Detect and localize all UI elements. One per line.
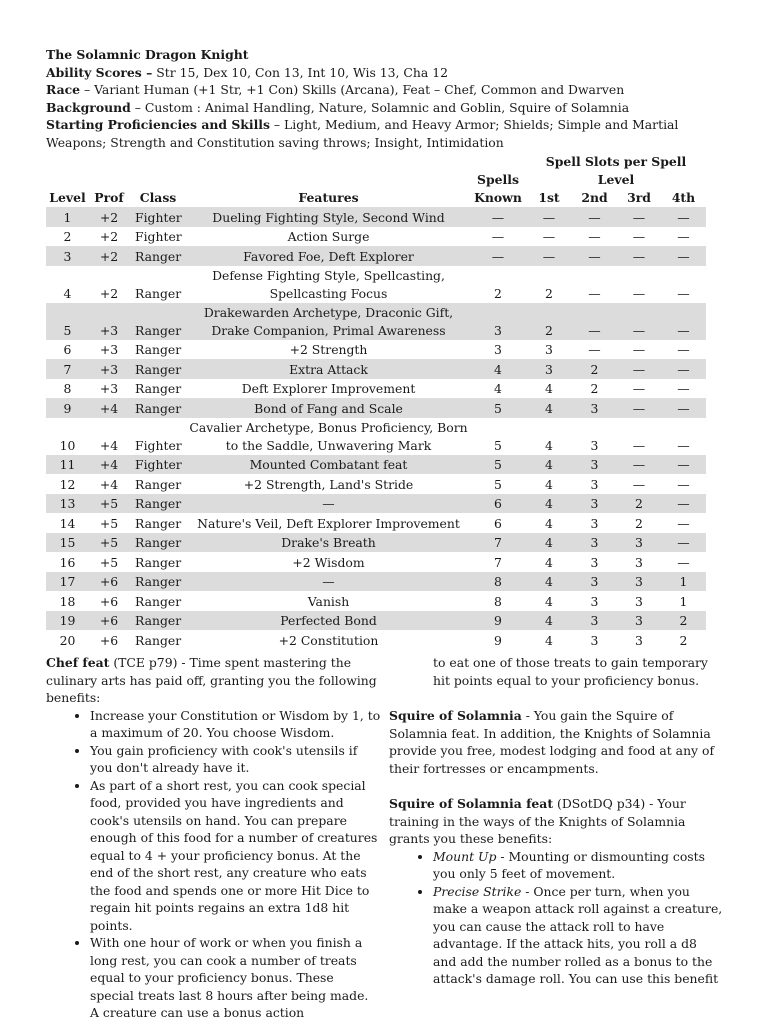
table-row <box>46 552 706 572</box>
cell-class: Fighter <box>129 207 187 227</box>
cell-slot-3rd: — <box>617 303 661 340</box>
cell-features: Perfected Bond <box>187 611 470 631</box>
cell-slot-2nd: 3 <box>572 611 617 631</box>
cell-known: 7 <box>470 533 526 553</box>
cell-class: Ranger <box>135 381 182 396</box>
list-item: • With one hour of work or when you finish a long rest, you can cook a number of treats equal to your proficiency bonus. These special treats last 8 hours after being made. A creature can use a bonus action <box>90 934 381 1022</box>
list-item: • You gain proficiency with cook's utensils if you don't already have it. <box>90 742 381 777</box>
chef-feat-intro: Chef feat (TCE p79) - Time spent mastering the culinary arts has paid off, granting you the following benefits: <box>46 655 377 705</box>
cell-known: 4 <box>494 381 502 396</box>
cell-slot-4th: — <box>661 455 706 475</box>
cell-slot-4th: — <box>661 494 706 514</box>
table-row <box>46 572 706 592</box>
cell-slot-4th: — <box>677 515 690 531</box>
header-known: Known <box>474 190 522 205</box>
cell-features: Drakewarden Archetype, Draconic Gift, Drake Companion, Primal Awareness <box>187 303 470 340</box>
cell-level: 5 <box>46 303 89 340</box>
cell-level: 19 <box>46 611 89 631</box>
cell-level: 17 <box>46 572 89 592</box>
table-row <box>46 246 706 266</box>
cell-slot-1st: 4 <box>526 572 572 592</box>
cell-slot-3rd: — <box>632 229 646 244</box>
cell-slot-2nd: 3 <box>590 554 599 570</box>
cell-slot-4th: — <box>661 207 706 227</box>
cell-slot-1st: 4 <box>526 455 572 475</box>
cell-slot-3rd: — <box>617 207 661 227</box>
table-row <box>46 418 706 455</box>
cell-level: 15 <box>46 533 89 553</box>
cell-prof: +4 <box>99 476 119 492</box>
cell-slot-2nd: 2 <box>572 359 617 379</box>
cell-features: Action Surge <box>287 229 370 244</box>
cell-slot-4th: — <box>677 437 690 453</box>
cell-level: 10 <box>59 437 76 453</box>
cell-known: 4 <box>470 359 526 379</box>
cell-slot-3rd: 3 <box>635 593 643 609</box>
header-level: Level <box>49 190 86 205</box>
cell-prof: +2 <box>89 246 129 266</box>
cell-slot-3rd: — <box>632 285 646 301</box>
cell-level: 16 <box>59 554 76 570</box>
cell-slot-3rd: — <box>617 359 661 379</box>
cell-features: Bond of Fang and Scale <box>187 398 470 418</box>
cell-level: 12 <box>59 476 76 492</box>
cell-prof: +5 <box>99 515 119 531</box>
cell-slot-4th: 2 <box>679 632 688 648</box>
cell-known: 3 <box>470 303 526 340</box>
header-4th: 4th <box>671 190 696 205</box>
ability-scores-line: Ability Scores – Str 15, Dex 10, Con 13, Int 10, Wis 13, Cha 12 <box>46 64 448 80</box>
cell-known: 2 <box>494 285 502 301</box>
cell-slot-3rd: 3 <box>617 533 661 553</box>
cell-slot-3rd: 2 <box>635 515 643 531</box>
level-progression-table <box>46 153 706 650</box>
cell-level: 14 <box>59 515 76 531</box>
chef-feat-section <box>46 654 381 1022</box>
cell-prof: +6 <box>89 611 129 631</box>
cell-features: +2 Strength <box>289 342 368 357</box>
cell-level: 11 <box>46 455 89 475</box>
cell-slot-4th: — <box>661 303 706 340</box>
cell-level: 8 <box>63 381 72 396</box>
cell-slot-4th: — <box>677 554 690 570</box>
table-row <box>46 266 706 303</box>
cell-known: 3 <box>494 342 502 357</box>
cell-slot-2nd: 3 <box>572 572 617 592</box>
cell-known: 8 <box>494 593 502 609</box>
table-row <box>46 303 706 340</box>
cell-prof: +4 <box>99 437 119 453</box>
header-2nd: 2nd <box>581 190 608 205</box>
cell-slot-2nd: 2 <box>590 381 599 396</box>
squire-feat-list <box>389 848 724 988</box>
cell-slot-1st: 2 <box>545 285 553 301</box>
list-item: • Mount Up - Mounting or dismounting costs you only 5 feet of movement. <box>433 848 724 883</box>
cell-slot-1st: 4 <box>526 398 572 418</box>
cell-slot-3rd: 3 <box>617 572 661 592</box>
header-prof: Prof <box>94 190 124 205</box>
header-3rd: 3rd <box>627 190 651 205</box>
table-row <box>46 630 706 650</box>
cell-prof: +6 <box>99 593 119 609</box>
cell-class: Ranger <box>129 572 187 592</box>
cell-features: — <box>187 494 470 514</box>
cell-class: Ranger <box>135 632 182 648</box>
cell-class: Ranger <box>129 533 187 553</box>
cell-known: — <box>470 207 526 227</box>
cell-prof: +2 <box>99 285 119 301</box>
cell-known: 5 <box>470 398 526 418</box>
chef-feat-list <box>46 707 381 1022</box>
table-row <box>46 494 706 514</box>
cell-features: Extra Attack <box>187 359 470 379</box>
cell-level: 2 <box>63 229 72 244</box>
cell-features: Cavalier Archetype, Bonus Proficiency, Born to the Saddle, Unwavering Mark <box>189 419 468 453</box>
cell-features: Drake's Breath <box>187 533 470 553</box>
cell-known: 5 <box>494 476 502 492</box>
cell-features: Deft Explorer Improvement <box>241 381 416 396</box>
cell-slot-3rd: — <box>632 342 646 357</box>
cell-class: Ranger <box>135 593 182 609</box>
cell-prof: +5 <box>89 494 129 514</box>
proficiencies-line: Starting Proficiencies and Skills – Light, Medium, and Heavy Armor; Shields; Simple and Martial Weapons; Strength and Constitution saving throws; Insight, Intimidation <box>46 117 679 150</box>
cell-slot-3rd: — <box>632 381 646 396</box>
cell-slot-4th: 1 <box>679 593 688 609</box>
cell-level: 1 <box>46 207 89 227</box>
cell-level: 20 <box>59 632 76 648</box>
cell-slot-4th: — <box>661 359 706 379</box>
table-row <box>46 455 706 475</box>
cell-slot-2nd: 3 <box>572 533 617 553</box>
table-row <box>46 398 706 418</box>
cell-level: 9 <box>46 398 89 418</box>
cell-prof: +3 <box>89 303 129 340</box>
cell-slot-4th: — <box>677 342 690 357</box>
cell-level: 6 <box>63 342 72 357</box>
cell-class: Ranger <box>135 515 182 531</box>
cell-known: 5 <box>494 437 502 453</box>
table-row <box>46 611 706 631</box>
cell-level: 3 <box>46 246 89 266</box>
cell-slot-3rd: — <box>632 437 646 453</box>
cell-slot-2nd: — <box>572 246 617 266</box>
cell-known: — <box>470 246 526 266</box>
cell-class: Ranger <box>135 342 182 357</box>
cell-slot-1st: 4 <box>545 554 553 570</box>
cell-slot-1st: 4 <box>545 632 553 648</box>
cell-slot-3rd: — <box>617 398 661 418</box>
cell-known: 9 <box>494 632 502 648</box>
cell-slot-2nd: 3 <box>590 476 599 492</box>
cell-slot-1st: 4 <box>545 593 553 609</box>
cell-prof: +3 <box>99 342 119 357</box>
cell-slot-1st: 4 <box>545 381 553 396</box>
cell-slot-2nd: 3 <box>572 455 617 475</box>
list-item: • Precise Strike - Once per turn, when you make a weapon attack roll against a creature, you can cause the attack roll to have advantage. If the attack hits, you roll a d8 and add the number rolled as a bonus to the attack's damage roll. You can use this benefit <box>433 883 724 988</box>
cell-prof: +6 <box>99 632 119 648</box>
cell-slot-1st: 4 <box>545 515 553 531</box>
cell-known: 6 <box>494 515 502 531</box>
cell-features: Dueling Fighting Style, Second Wind <box>187 207 470 227</box>
cell-known: 9 <box>470 611 526 631</box>
cell-features: +2 Strength, Land's Stride <box>243 476 414 492</box>
right-column <box>389 654 724 988</box>
cell-slot-1st: — <box>526 207 572 227</box>
cell-features: Nature's Veil, Deft Explorer Improvement <box>197 515 460 531</box>
cell-class: Ranger <box>135 554 182 570</box>
table-row <box>46 227 706 247</box>
cell-slot-4th: — <box>661 533 706 553</box>
squire-paragraph: Squire of Solamnia - You gain the Squire of Solamnia feat. In addition, the Knights of Solamnia provide you free, modest lodging and food at any of their fortresses or encampments. <box>389 708 715 776</box>
cell-prof: +2 <box>99 229 119 244</box>
header-features: Features <box>298 190 359 205</box>
cell-slot-2nd: 3 <box>590 515 599 531</box>
character-header <box>46 46 710 151</box>
cell-class: Ranger <box>129 611 187 631</box>
cell-class: Ranger <box>129 494 187 514</box>
cell-level: 7 <box>46 359 89 379</box>
cell-features: Vanish <box>307 593 350 609</box>
cell-slot-2nd: 3 <box>572 398 617 418</box>
cell-prof: +6 <box>89 572 129 592</box>
cell-class: Ranger <box>129 246 187 266</box>
cell-known: 5 <box>470 455 526 475</box>
cell-slot-4th: — <box>677 381 690 396</box>
cell-class: Fighter <box>135 437 182 453</box>
chef-continuation: to eat one of those treats to gain temporary hit points equal to your proficiency bonus. <box>433 655 708 688</box>
cell-slot-3rd: — <box>632 476 646 492</box>
cell-slot-4th: — <box>661 398 706 418</box>
cell-slot-2nd: — <box>572 207 617 227</box>
cell-slot-1st: 4 <box>526 494 572 514</box>
cell-level: 13 <box>46 494 89 514</box>
cell-known: 6 <box>470 494 526 514</box>
cell-slot-2nd: — <box>572 303 617 340</box>
cell-slot-1st: 4 <box>526 533 572 553</box>
cell-slot-1st: 3 <box>545 342 553 357</box>
cell-slot-2nd: — <box>588 342 601 357</box>
cell-class: Ranger <box>135 285 182 301</box>
cell-features: Defense Fighting Style, Spellcasting, Spellcasting Focus <box>212 267 445 301</box>
cell-features: — <box>187 572 470 592</box>
cell-prof: +4 <box>89 455 129 475</box>
cell-prof: +3 <box>99 381 119 396</box>
cell-class: Ranger <box>129 359 187 379</box>
table-row <box>46 340 706 360</box>
cell-class: Ranger <box>129 303 187 340</box>
cell-slot-1st: — <box>542 229 556 244</box>
cell-prof: +3 <box>89 359 129 379</box>
table-row <box>46 474 706 494</box>
cell-level: 4 <box>63 285 72 301</box>
header-spell-slots: Spell Slots per Spell Level <box>545 154 687 187</box>
cell-class: Ranger <box>135 476 182 492</box>
cell-slot-3rd: 3 <box>635 554 643 570</box>
cell-slot-3rd: 3 <box>635 632 643 648</box>
cell-slot-2nd: 3 <box>572 494 617 514</box>
cell-slot-3rd: — <box>617 455 661 475</box>
cell-slot-4th: 1 <box>661 572 706 592</box>
cell-slot-2nd: — <box>588 285 601 301</box>
cell-prof: +4 <box>89 398 129 418</box>
cell-slot-1st: 4 <box>545 437 553 453</box>
cell-prof: +5 <box>89 533 129 553</box>
cell-class: Ranger <box>129 398 187 418</box>
cell-features: +2 Constitution <box>278 632 379 648</box>
cell-known: — <box>491 229 505 244</box>
cell-slot-2nd: 3 <box>590 632 599 648</box>
cell-slot-3rd: 3 <box>617 611 661 631</box>
cell-slot-4th: 2 <box>661 611 706 631</box>
table-row <box>46 591 706 611</box>
list-item: • Increase your Constitution or Wisdom by 1, to a maximum of 20. You choose Wisdom. <box>90 707 381 742</box>
table-row <box>46 379 706 399</box>
cell-features: +2 Wisdom <box>292 554 365 570</box>
cell-slot-3rd: — <box>617 246 661 266</box>
cell-slot-1st: 3 <box>526 359 572 379</box>
race-line: Race – Variant Human (+1 Str, +1 Con) Skills (Arcana), Feat – Chef, Common and Dwarven <box>46 82 625 97</box>
cell-slot-4th: — <box>677 285 690 301</box>
squire-feat-intro: Squire of Solamnia feat (DSotDQ p34) - Your training in the ways of the Knights of Solamnia grants you these benefits: <box>389 796 686 846</box>
header-spells: Spells <box>477 172 519 187</box>
cell-slot-2nd: 3 <box>590 437 599 453</box>
cell-slot-1st: 4 <box>526 611 572 631</box>
cell-slot-4th: — <box>677 229 690 244</box>
table-row <box>46 533 706 553</box>
cell-slot-4th: — <box>677 476 690 492</box>
cell-known: 8 <box>470 572 526 592</box>
character-title: The Solamnic Dragon Knight <box>46 47 249 62</box>
table-row <box>46 513 706 533</box>
list-item: • As part of a short rest, you can cook special food, provided you have ingredients and cook's utensils on hand. You can prepare enough of this food for a number of creatures equal to 4 + your proficiency bonus. At the end of the short rest, any creature who eats the food and spends one or more Hit Dice to regain hit points regains an extra 1d8 hit points. <box>90 777 381 935</box>
cell-slot-2nd: 3 <box>590 593 599 609</box>
table-row <box>46 359 706 379</box>
cell-known: 7 <box>494 554 502 570</box>
cell-level: 18 <box>59 593 76 609</box>
background-line: Background – Custom : Animal Handling, Nature, Solamnic and Goblin, Squire of Solamnia <box>46 99 630 115</box>
cell-slot-2nd: — <box>588 229 601 244</box>
cell-slot-1st: 4 <box>545 476 553 492</box>
cell-slot-1st: 2 <box>526 303 572 340</box>
header-1st: 1st <box>538 190 560 205</box>
cell-class: Fighter <box>135 229 182 244</box>
table-row <box>46 207 706 227</box>
cell-features: Mounted Combatant feat <box>187 455 470 475</box>
cell-features: Favored Foe, Deft Explorer <box>187 246 470 266</box>
cell-slot-1st: — <box>526 246 572 266</box>
cell-prof: +5 <box>99 554 119 570</box>
cell-prof: +2 <box>89 207 129 227</box>
cell-slot-3rd: 2 <box>617 494 661 514</box>
cell-slot-4th: — <box>661 246 706 266</box>
cell-class: Fighter <box>129 455 187 475</box>
header-class: Class <box>139 190 177 205</box>
